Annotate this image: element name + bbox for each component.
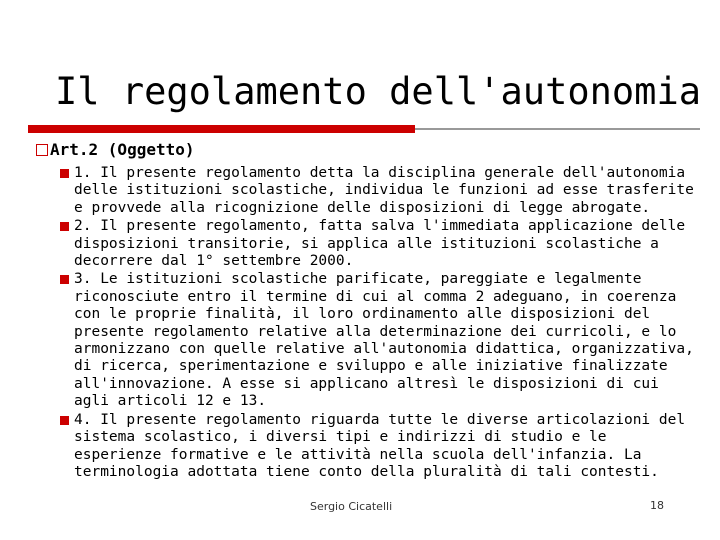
footer-author: Sergio Cicatelli <box>310 500 393 513</box>
list-item-text: 1. Il presente regolamento detta la disciplina generale dell'autonomia delle istituzioni scolastiche, individua le funzioni ad esse trasferite e provvede alla ricognizione delle disposizioni di legge abrogate. <box>74 165 694 216</box>
list-item <box>60 218 700 270</box>
article-heading <box>36 140 195 160</box>
list-item <box>60 412 700 482</box>
filled-square-bullet-icon <box>60 222 69 231</box>
article-heading-text: Art.2 (Oggetto) <box>50 140 195 159</box>
hollow-square-bullet-icon <box>36 144 48 156</box>
title-underline-accent <box>28 125 415 133</box>
article-items-list <box>60 165 700 482</box>
list-item <box>60 271 700 410</box>
filled-square-bullet-icon <box>60 416 69 425</box>
page-number: 18 <box>650 499 664 512</box>
slide-title: Il regolamento dell'autonomia <box>55 70 702 113</box>
list-item-text: 3. Le istituzioni scolastiche parificate, pareggiate e legalmente riconosciute entro il termine di cui al comma 2 adeguano, in coerenza con le proprie finalità, il loro ordinamento alle disposizioni del presente regolamento relative alla determinazione dei curricoli, e lo armonizzano con quelle relative all'autonomia didattica, organizzativa, di ricerca, sperimentazione e sviluppo e alle iniziative finalizzate all'innovazione. A esse si applicano altresì le disposizioni di cui agli articoli 12 e 13. <box>74 271 694 410</box>
list-item-text: 2. Il presente regolamento, fatta salva l'immediata applicazione delle disposizioni transitorie, si applica alle istituzioni scolastiche a decorrere dal 1° settembre 2000. <box>74 218 686 270</box>
list-item-text: 4. Il presente regolamento riguarda tutte le diverse articolazioni del sistema scolastico, i diversi tipi e indirizzi di studio e le esperienze formative e le attività nella scuola dell'infanzia. La terminologia adottata tiene conto della pluralità di tali contesti. <box>74 411 686 480</box>
title-underline-thin <box>415 128 700 130</box>
filled-square-bullet-icon <box>60 169 69 178</box>
filled-square-bullet-icon <box>60 275 69 284</box>
list-item <box>60 165 700 217</box>
